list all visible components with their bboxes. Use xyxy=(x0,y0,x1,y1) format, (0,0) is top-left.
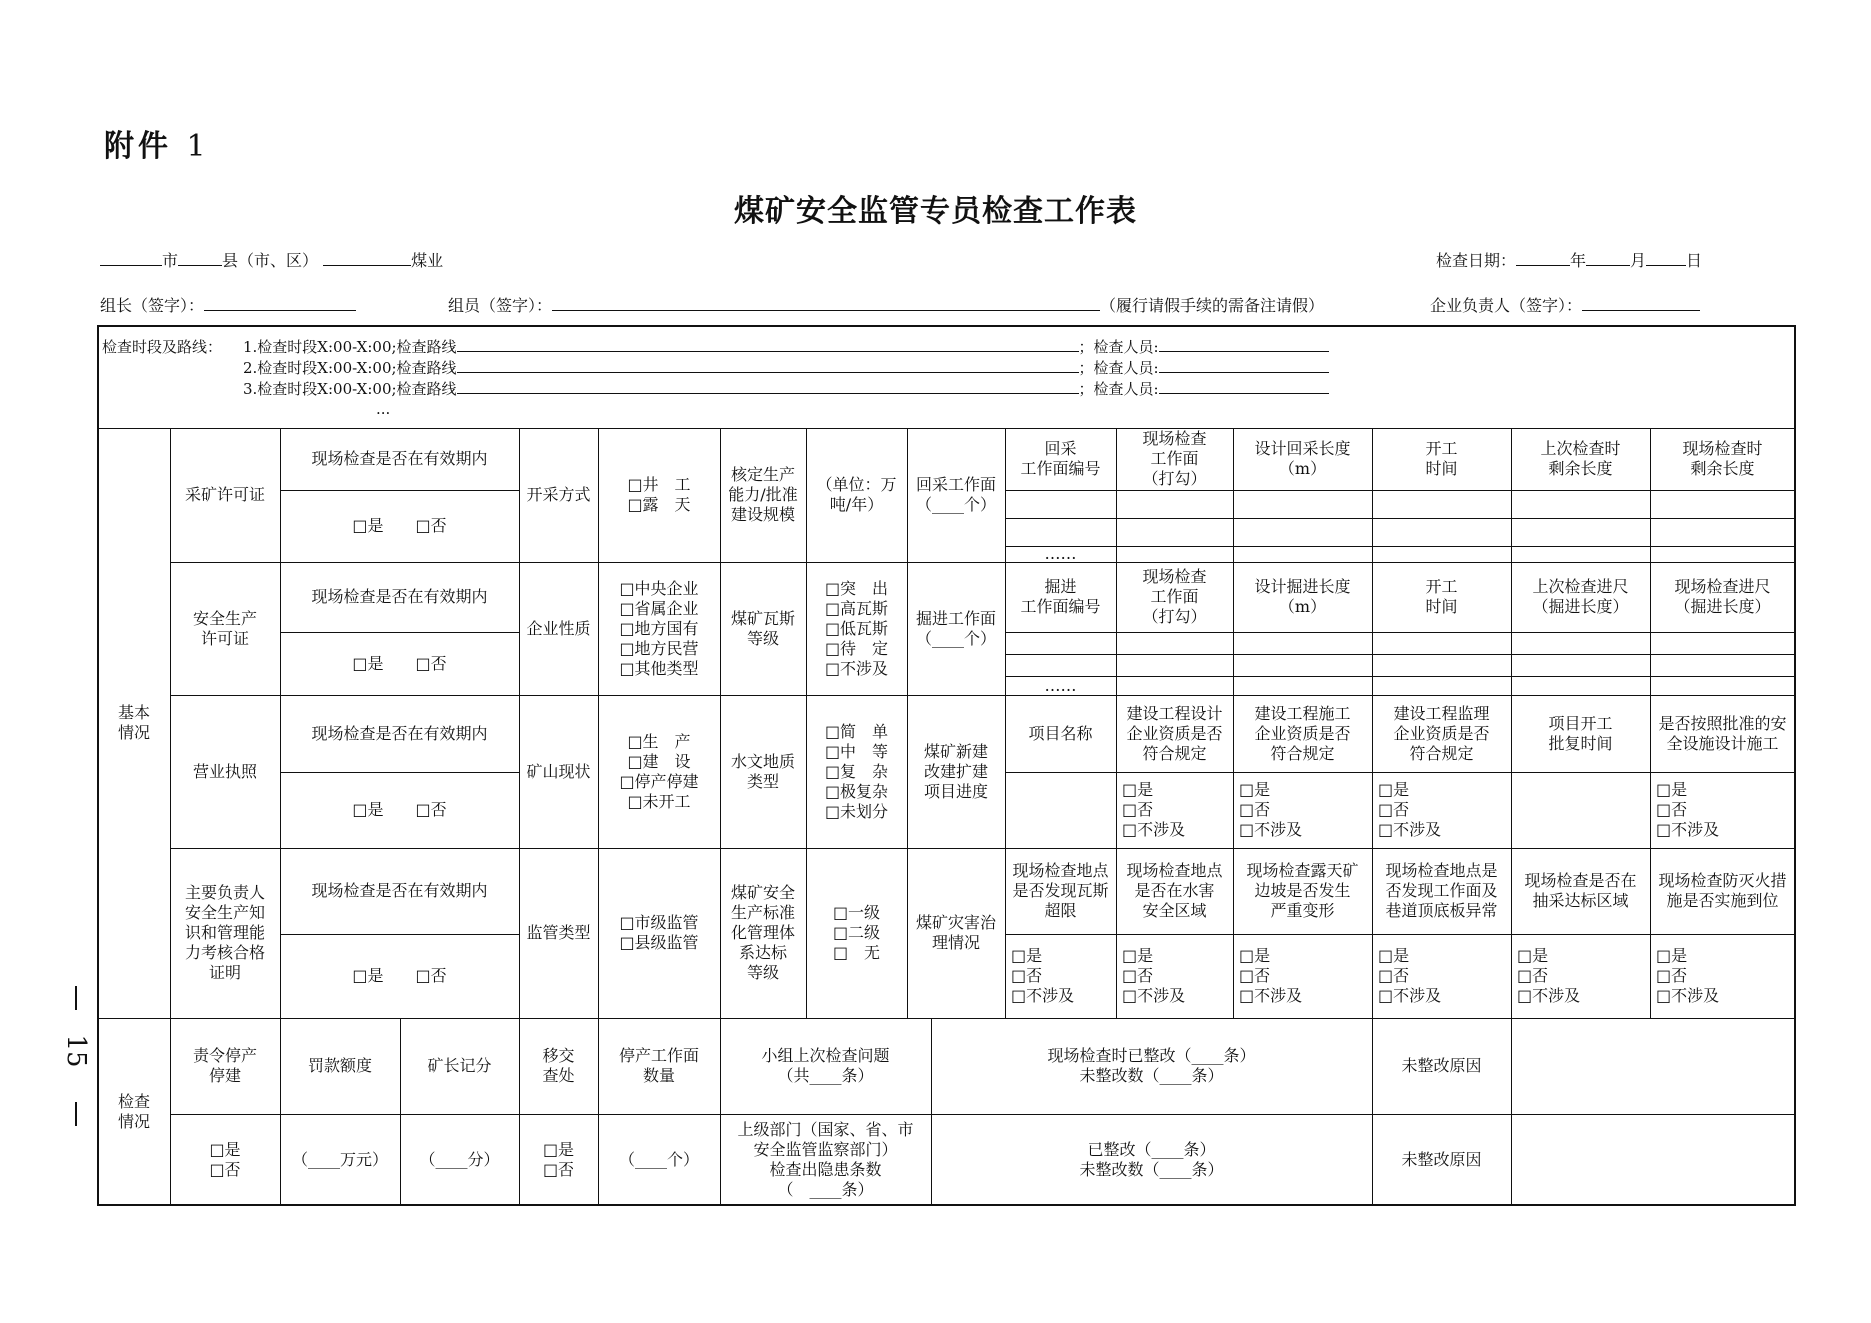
month-blank[interactable] xyxy=(1586,251,1630,266)
county-blank[interactable] xyxy=(178,251,222,266)
grid-line xyxy=(1005,654,1795,655)
attr2-value-2: □简 单 □中 等 □复 杂 □极复杂 □未划分 xyxy=(824,721,889,821)
basic-info-label: 基本 情况 xyxy=(117,703,150,742)
route-ellipsis: ... xyxy=(376,400,391,418)
project-header-2: 建设工程施工 企业资质是否 符合规定 xyxy=(1254,703,1351,763)
attr-label-2: 矿山现状 xyxy=(526,761,591,781)
license-name-3: 主要负责人 安全生产知 识和管理能 力考核合格 证明 xyxy=(184,883,265,982)
hazard-check-0: □是 □否 □不涉及 xyxy=(1011,946,1075,1005)
valid-yes-no-0: □是 □否 xyxy=(352,516,447,535)
mining-header-0: 回采 工作面编号 xyxy=(1020,439,1101,478)
attr2-value-3: □一级 □二级 □ 无 xyxy=(832,903,881,962)
route-label: 检查时段及路线： xyxy=(102,338,223,356)
hazard-header-2: 现场检查露天矿 边坡是否发生 严重变形 xyxy=(1246,861,1359,920)
hazard-header-3: 现场检查地点是 否发现工作面及 巷道顶底板异常 xyxy=(1385,861,1498,920)
hazard-header-0: 现场检查地点 是否发现瓦斯 超限 xyxy=(1012,861,1109,920)
hazard-header-4: 现场检查是否在 抽采达标区域 xyxy=(1524,871,1637,910)
upper-fixed: 已整改（____条） 未整改数（____条） xyxy=(1079,1140,1224,1179)
valid-yes-no-1: □是 □否 xyxy=(352,653,447,673)
inspection-header-4: 停产工作面 数量 xyxy=(618,1046,699,1085)
face-label-1: 掘进工作面 （____个） xyxy=(915,608,996,648)
year-blank[interactable] xyxy=(1516,251,1570,266)
valid-question-2: 现场检查是否在有效期内 xyxy=(311,723,488,743)
face-label-3: 煤矿灾害治 理情况 xyxy=(915,913,996,952)
valid-question-3: 现场检查是否在有效期内 xyxy=(311,881,488,900)
project-header-4: 项目开工 批复时间 xyxy=(1548,713,1613,753)
grid-line xyxy=(1511,1018,1512,1206)
inspection-label: 检查 情况 xyxy=(117,1092,150,1131)
team-issue: 小组上次检查问题 （共____条） xyxy=(761,1046,890,1085)
day-blank[interactable] xyxy=(1646,251,1686,266)
owner-sign-blank[interactable] xyxy=(1582,296,1700,311)
member-sign: 组员（签字）： （履行请假手续的需备注请假） xyxy=(448,296,1325,315)
grid-line xyxy=(1005,676,1795,677)
route-line-3: 3.检查时段X:00-X:00;检查路线 ；检查人员: xyxy=(243,379,1329,400)
attr2-label-2: 水文地质 类型 xyxy=(730,751,795,791)
inspection-header-3: 移交 查处 xyxy=(542,1046,575,1085)
hazard-check-1: □是 □否 □不涉及 xyxy=(1122,946,1186,1005)
inspection-value-0: □是 □否 xyxy=(209,1140,241,1179)
route-line-2: 2.检查时段X:00-X:00;检查路线 ；检查人员: xyxy=(243,358,1329,379)
upper-issue: 上级部门（国家、省、市 安全监管监察部门） 检查出隐患条数 （ ____条） xyxy=(737,1120,914,1199)
coal-blank[interactable] xyxy=(323,251,411,266)
route-line-1: 1.检查时段X:00-X:00;检查路线 ；检查人员: xyxy=(243,337,1329,358)
upper-unfixed-reason: 未整改原因 xyxy=(1401,1150,1482,1169)
tunnel-ellipsis: …… xyxy=(1044,675,1077,695)
project-header-5: 是否按照批准的安 全设施设计施工 xyxy=(1658,713,1787,753)
tunnel-header-3: 开工 时间 xyxy=(1425,577,1458,616)
attr-options-0: □井 工 □露 天 xyxy=(627,475,691,514)
team-unfixed-reason: 未整改原因 xyxy=(1401,1056,1482,1075)
project-check-1: □是 □否 □不涉及 xyxy=(1122,780,1186,839)
location-line: 市 县（市、区） 煤业 xyxy=(100,248,443,271)
inspection-date: 检查日期： 年 月 日 xyxy=(1436,251,1703,270)
valid-question-0: 现场检查是否在有效期内 xyxy=(311,449,488,468)
hazard-header-5: 现场检查防灭火措 施是否实施到位 xyxy=(1658,871,1787,910)
face-label-2: 煤矿新建 改建扩建 项目进度 xyxy=(923,741,988,801)
city-blank[interactable] xyxy=(100,251,162,266)
grid-line xyxy=(1005,490,1795,491)
tunnel-header-5: 现场检查进尺 （掘进长度） xyxy=(1674,577,1771,616)
valid-question-1: 现场检查是否在有效期内 xyxy=(311,587,488,606)
project-check-5: □是 □否 □不涉及 xyxy=(1656,780,1720,839)
leader-sign-blank[interactable] xyxy=(204,296,356,311)
mining-header-4: 上次检查时 剩余长度 xyxy=(1540,439,1621,478)
project-header-3: 建设工程监理 企业资质是否 符合规定 xyxy=(1393,703,1490,763)
valid-yes-no-2: □是 □否 xyxy=(352,800,447,819)
attr-options-3: □市级监管 □县级监管 xyxy=(619,913,699,952)
grid-line xyxy=(1005,518,1795,519)
attr2-value-1: □突 出 □高瓦斯 □低瓦斯 □待 定 □不涉及 xyxy=(824,578,889,678)
tunnel-header-1: 现场检查 工作面 （打勾） xyxy=(1142,567,1207,626)
attr-label-3: 监管类型 xyxy=(526,923,591,942)
hazard-header-1: 现场检查地点 是否在水害 安全区域 xyxy=(1126,861,1223,920)
attr-options-1: □中央企业 □省属企业 □地方国有 □地方民营 □其他类型 xyxy=(619,578,699,678)
inspection-header-1: 罚款额度 xyxy=(307,1056,372,1075)
member-sign-blank[interactable] xyxy=(552,296,1100,311)
mining-ellipsis: …… xyxy=(1044,544,1077,563)
license-name-2: 营业执照 xyxy=(192,761,257,781)
owner-sign: 企业负责人（签字）： xyxy=(1430,293,1700,316)
team-fixed: 现场检查时已整改（____条） 未整改数（____条） xyxy=(1047,1046,1256,1085)
project-check-3: □是 □否 □不涉及 xyxy=(1378,780,1442,839)
inspection-value-2: （____分） xyxy=(419,1150,500,1169)
inspection-value-1: （____万元） xyxy=(291,1150,388,1169)
leader-sign: 组长（签字）： xyxy=(100,293,356,316)
hazard-check-4: □是 □否 □不涉及 xyxy=(1517,946,1581,1005)
face-label-0: 回采工作面 （____个） xyxy=(915,475,996,514)
attr2-label-3: 煤矿安全 生产标准 化管理体 系达标 等级 xyxy=(730,883,795,982)
inspection-value-3: □是 □否 xyxy=(542,1140,575,1179)
page-title: 煤矿安全监管专员检查工作表 xyxy=(734,194,1137,229)
page-number-mark xyxy=(58,986,94,1126)
valid-yes-no-3: □是 □否 xyxy=(352,966,447,985)
mining-header-2: 设计回采长度 （m） xyxy=(1254,439,1351,478)
attr2-value-0: （单位：万 吨/年） xyxy=(816,475,897,514)
project-check-2: □是 □否 □不涉及 xyxy=(1239,780,1303,839)
attr-options-2: □生 产 □建 设 □停产停建 □未开工 xyxy=(619,731,699,811)
tunnel-header-0: 掘进 工作面编号 xyxy=(1020,577,1101,616)
attr-label-1: 企业性质 xyxy=(526,618,591,638)
attr2-label-1: 煤矿瓦斯 等级 xyxy=(730,608,795,648)
project-header-1: 建设工程设计 企业资质是否 符合规定 xyxy=(1126,703,1223,763)
grid-line xyxy=(1005,632,1795,633)
license-name-0: 采矿许可证 xyxy=(184,485,265,504)
attachment-label: 附件 1 xyxy=(104,129,210,164)
project-header-0: 项目名称 xyxy=(1028,723,1093,743)
attr2-label-0: 核定生产 能力/批准 建设规模 xyxy=(728,465,798,524)
attr-label-0: 开采方式 xyxy=(526,485,591,504)
mining-header-3: 开工 时间 xyxy=(1425,439,1458,478)
mining-header-1: 现场检查 工作面 （打勾） xyxy=(1142,429,1207,488)
hazard-check-5: □是 □否 □不涉及 xyxy=(1656,946,1720,1005)
tunnel-header-2: 设计掘进长度 （m） xyxy=(1254,577,1351,616)
grid-line xyxy=(1005,546,1795,547)
hazard-check-2: □是 □否 □不涉及 xyxy=(1239,946,1303,1005)
mining-header-5: 现场检查时 剩余长度 xyxy=(1682,439,1763,478)
tunnel-header-4: 上次检查进尺 （掘进长度） xyxy=(1532,577,1629,616)
hazard-check-3: □是 □否 □不涉及 xyxy=(1378,946,1442,1005)
license-name-1: 安全生产 许可证 xyxy=(192,608,257,648)
inspection-value-4: （____个） xyxy=(618,1150,699,1169)
inspection-header-0: 责令停产 停建 xyxy=(192,1046,257,1085)
page-number: 15 xyxy=(61,1034,91,1068)
inspection-header-2: 矿长记分 xyxy=(427,1056,492,1075)
